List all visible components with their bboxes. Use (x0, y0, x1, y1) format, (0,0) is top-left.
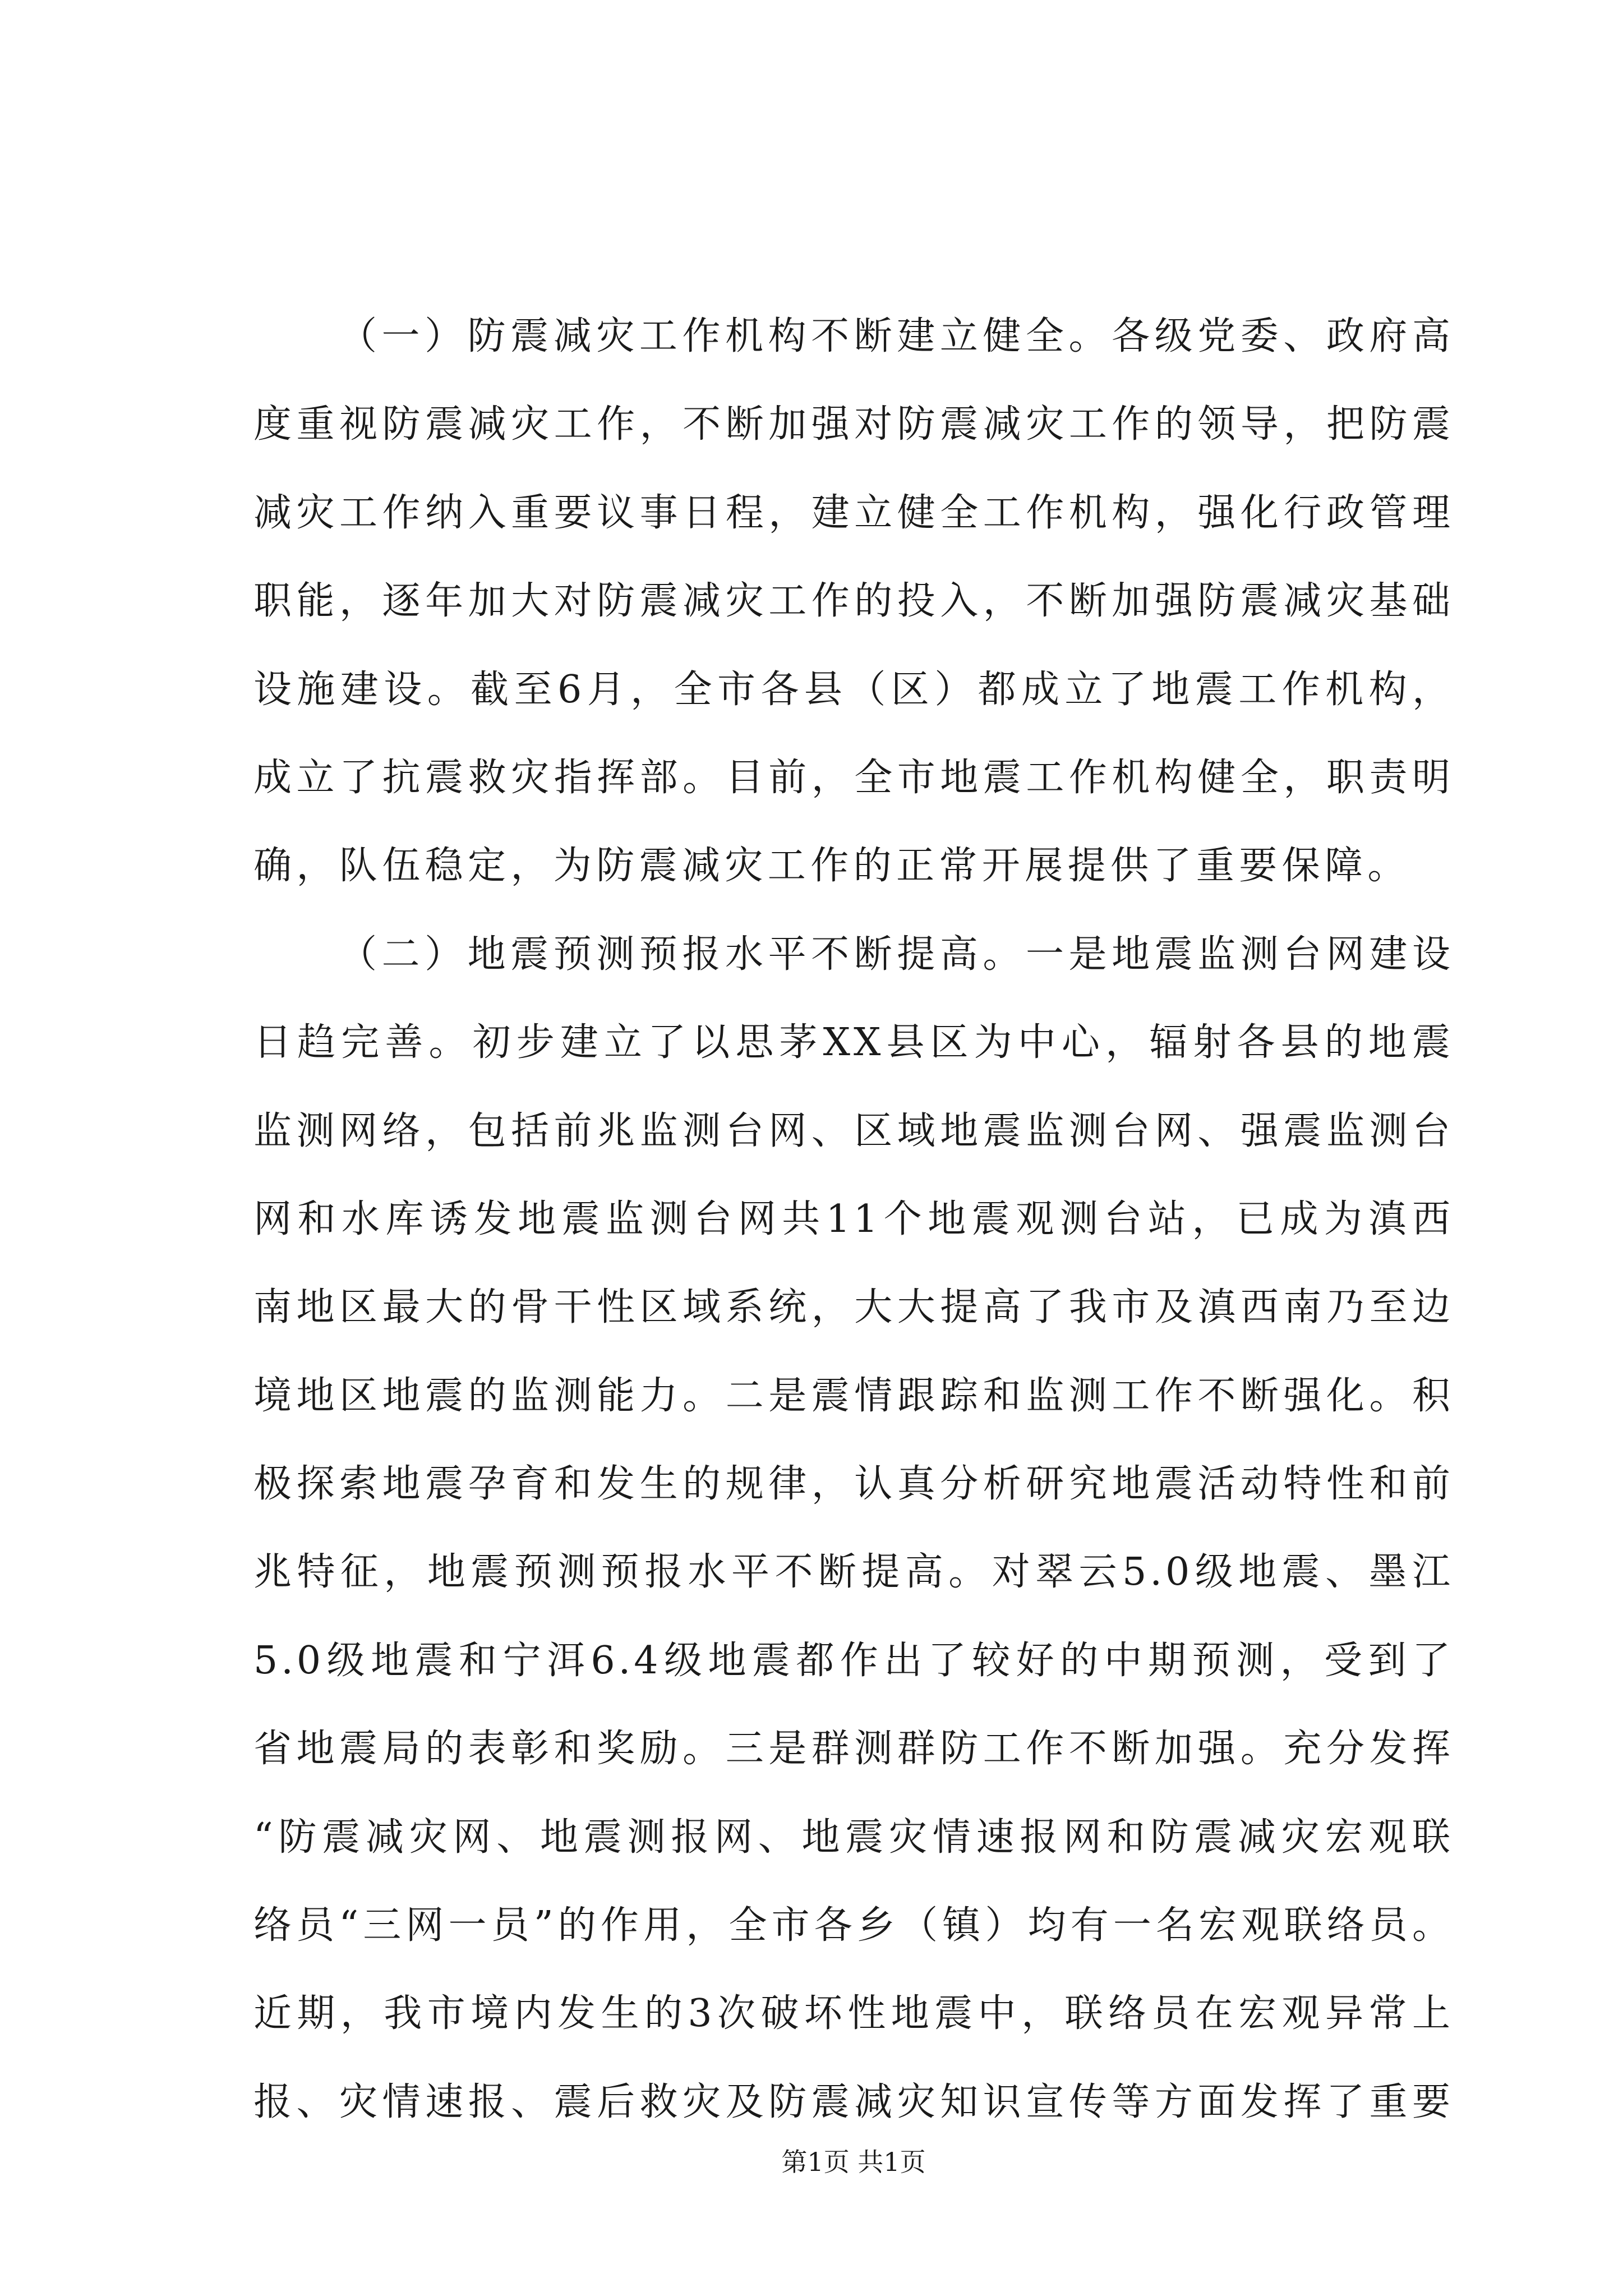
page-footer: 第1页 共1页 (781, 2147, 926, 2177)
paragraph-line: 成立了抗震救灾指挥部。目前，全市地震工作机构健全，职责明 (253, 755, 1454, 800)
paragraph-line: 减灾工作纳入重要议事日程，建立健全工作机构，强化行政管理 (253, 490, 1454, 535)
paragraph-1 (253, 292, 1454, 910)
paragraph-line: 度重视防震减灾工作，不断加强对防震减灾工作的领导，把防震 (253, 402, 1454, 447)
paragraph-line: 设施建设。截至6月，全市各县（区）都成立了地震工作机构， (253, 667, 1454, 712)
paragraph-line: 近期，我市境内发生的3次破坏性地震中，联络员在宏观异常上 (253, 1991, 1454, 2036)
paragraph-2 (253, 910, 1454, 2146)
paragraph-line: 日趋完善。初步建立了以思茅XX县区为中心，辐射各县的地震 (253, 1020, 1454, 1065)
paragraph-line: （一）防震减灾工作机构不断建立健全。各级党委、政府高 (339, 314, 1454, 358)
paragraph-line: 职能，逐年加大对防震减灾工作的投入，不断加强防震减灾基础 (253, 579, 1454, 624)
paragraph-line: 兆特征，地震预测预报水平不断提高。对翠云5.0级地震、墨江 (253, 1550, 1454, 1595)
paragraph-line: 确，队伍稳定，为防震减灾工作的正常开展提供了重要保障。 (253, 844, 1410, 889)
paragraph-line: 监测网络，包括前兆监测台网、区域地震监测台网、强震监测台 (253, 1108, 1454, 1153)
paragraph-line: （二）地震预测预报水平不断提高。一是地震监测台网建设 (339, 932, 1454, 977)
body-text (253, 292, 1454, 2146)
paragraph-line: 络员“三网一员”的作用，全市各乡（镇）均有一名宏观联络员。 (253, 1903, 1454, 1948)
paragraph-line: 5.0级地震和宁洱6.4级地震都作出了较好的中期预测，受到了 (253, 1638, 1454, 1683)
paragraph-line: “防震减灾网、地震测报网、地震灾情速报网和防震减灾宏观联 (253, 1815, 1454, 1860)
paragraph-line: 境地区地震的监测能力。二是震情跟踪和监测工作不断强化。积 (253, 1373, 1454, 1418)
paragraph-line: 省地震局的表彰和奖励。三是群测群防工作不断加强。充分发挥 (253, 1727, 1454, 1772)
paragraph-line: 报、灾情速报、震后救灾及防震减灾知识宣传等方面发挥了重要 (253, 2079, 1454, 2124)
paragraph-line: 极探索地震孕育和发生的规律，认真分析研究地震活动特性和前 (253, 1462, 1454, 1507)
paragraph-line: 网和水库诱发地震监测台网共11个地震观测台站，已成为滇西 (253, 1197, 1454, 1241)
paragraph-line: 南地区最大的骨干性区域系统，大大提高了我市及滇西南乃至边 (253, 1285, 1454, 1330)
